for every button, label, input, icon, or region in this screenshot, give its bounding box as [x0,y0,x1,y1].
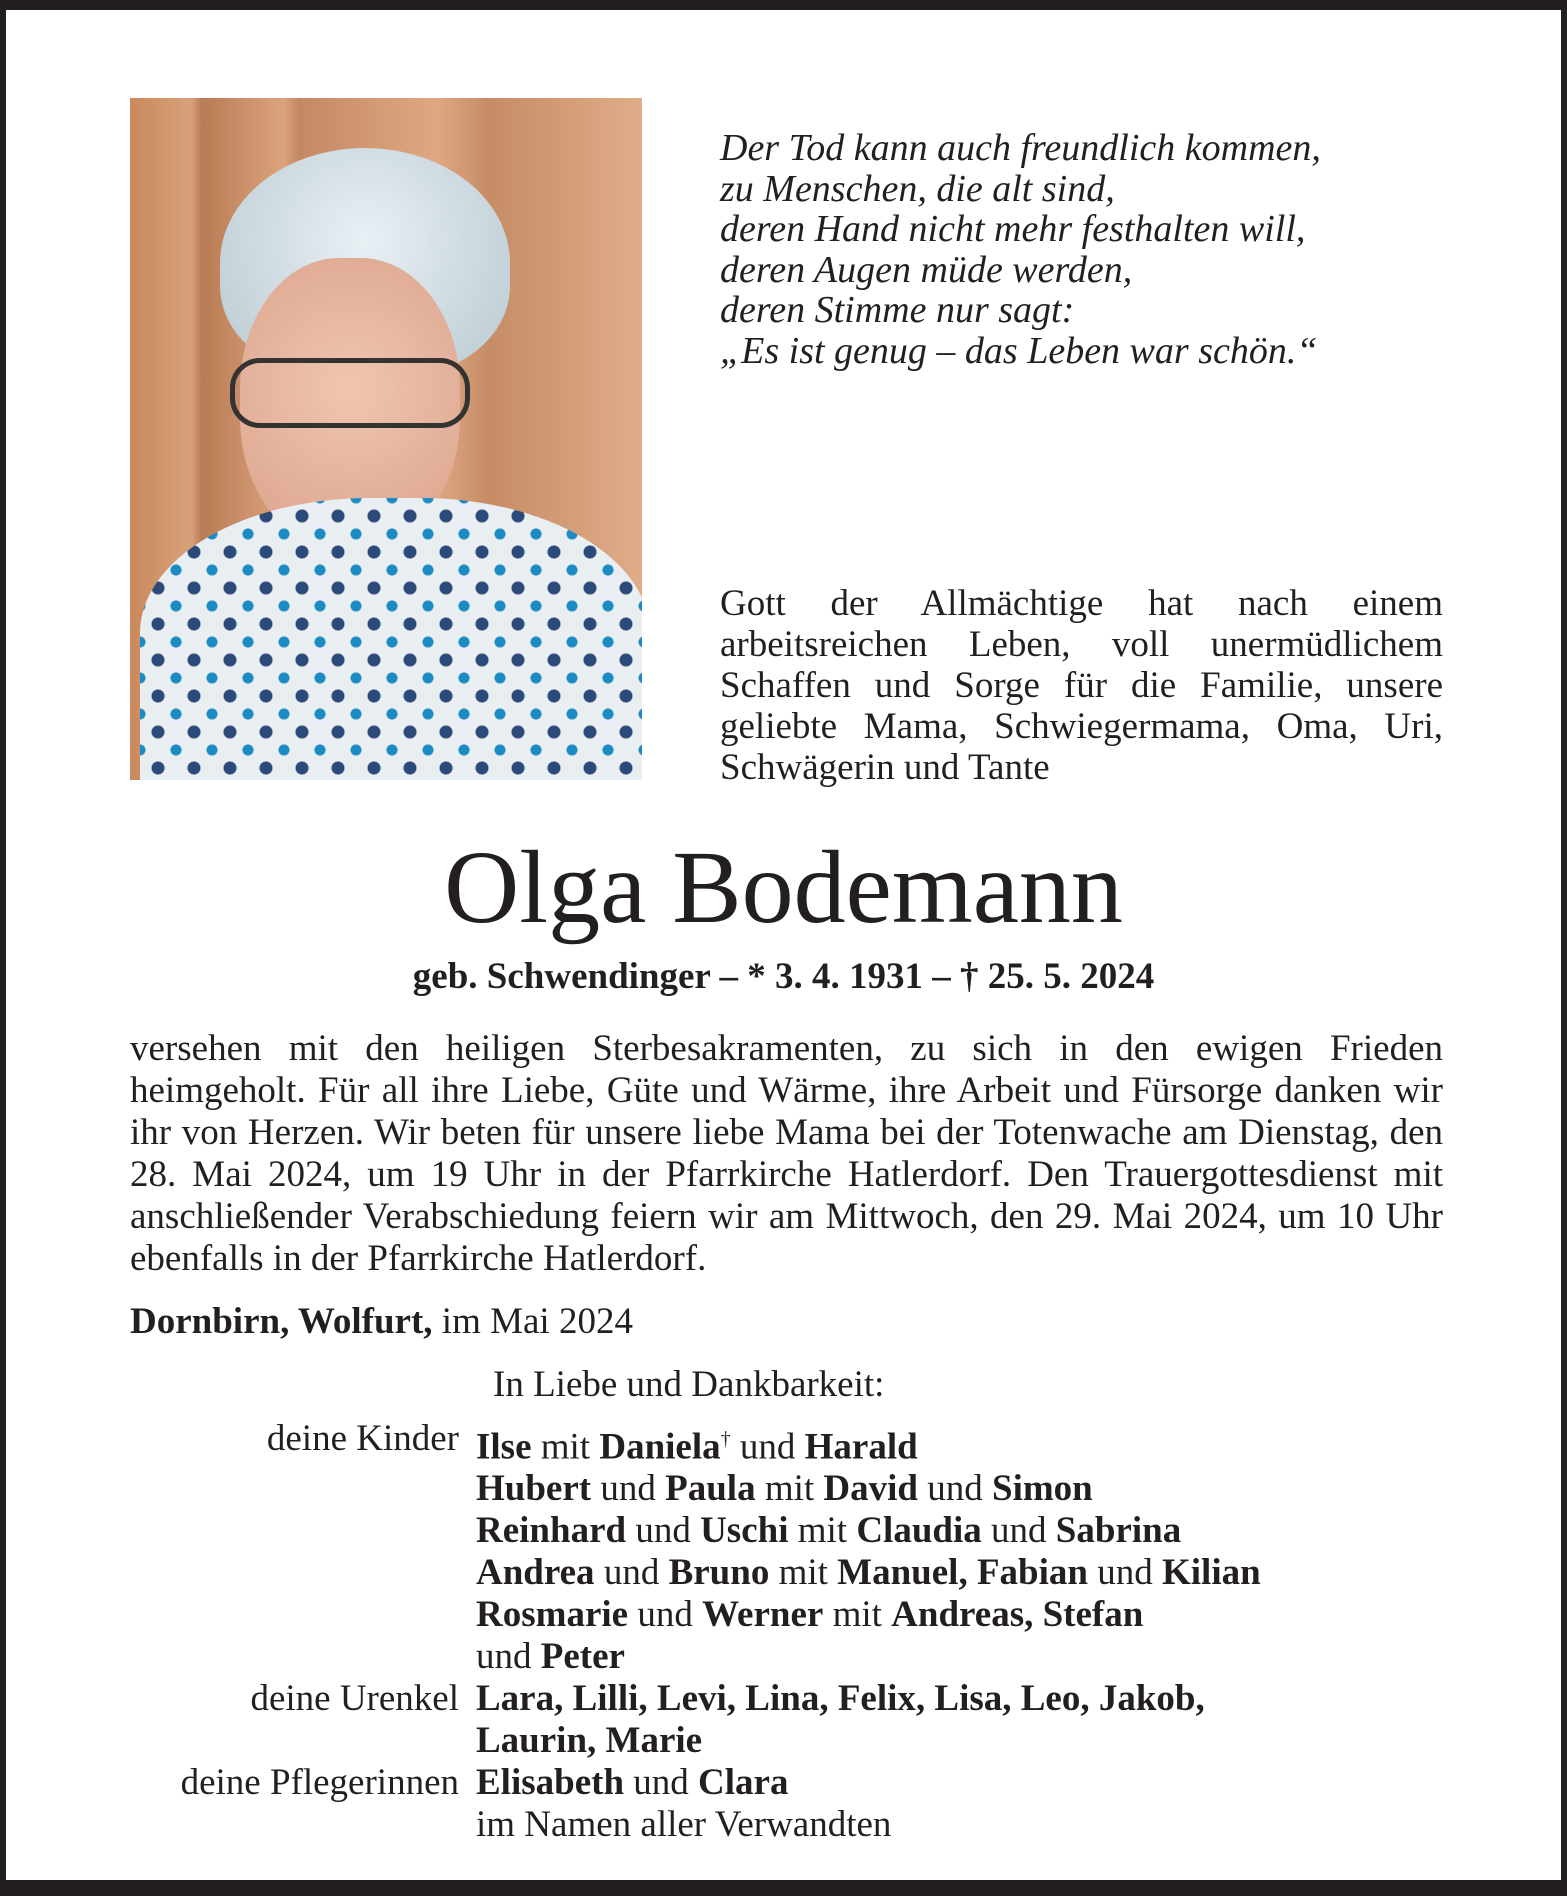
photo-shirt [140,498,642,780]
family-row [6,1510,1261,1552]
connector: und [1088,1552,1162,1594]
family-row [6,1762,1261,1804]
family-row [6,1804,1261,1846]
place-date [130,1300,633,1343]
name: Daniela [599,1426,721,1468]
urenkel-names: Laurin, Marie [476,1720,703,1762]
family-row [6,1468,1261,1510]
deceased-name: Olga Bodemann [444,830,1123,945]
connector: mit [769,1552,838,1594]
family-row [6,1552,1261,1594]
connector: und [981,1510,1056,1552]
name: Hubert [476,1468,592,1510]
name: Harald [804,1426,918,1468]
name: Andreas, Stefan [891,1594,1144,1636]
connector: und [476,1636,541,1678]
dagger-mark: † [720,1428,731,1450]
name: Clara [698,1762,789,1804]
name: Ilse [476,1426,532,1468]
closing-line: im Namen aller Verwandten [476,1804,892,1846]
name: Paula [665,1468,756,1510]
poem-quote: Der Tod kann auch freundlich kommen, zu Menschen, die alt sind, deren Hand nicht mehr festhalten will, deren Augen müde werden, deren Stimme nur sagt: „Es ist genug – das Leben war schön.“ [720,127,1321,372]
name: Simon [992,1468,1093,1510]
portrait-photo [130,98,642,780]
connector: und [628,1594,703,1636]
name: David [823,1468,918,1510]
connector: und [626,1510,701,1552]
connector: mit [788,1510,857,1552]
name: Andrea [476,1552,595,1594]
family-row [6,1678,1261,1720]
name: Rosmarie [476,1594,629,1636]
name: Manuel, Fabian [837,1552,1088,1594]
thanks-line: In Liebe und Dankbarkeit: [493,1364,885,1405]
connector: und [918,1468,992,1510]
month-year: im Mai 2024 [432,1301,633,1342]
pfleger-label: deine Pflegerinnen [180,1762,459,1804]
connector: mit [823,1594,892,1636]
name: Peter [540,1636,625,1678]
family-row [6,1594,1261,1636]
connector: und [594,1552,669,1594]
family-row [6,1636,1261,1678]
photo-glasses [230,358,470,428]
connector: mit [531,1426,600,1468]
name: Werner [702,1594,824,1636]
name: Elisabeth [476,1762,625,1804]
name: Kilian [1162,1552,1261,1594]
family-row [6,1720,1261,1762]
connector: mit [755,1468,824,1510]
connector: und [730,1426,805,1468]
name: Sabrina [1055,1510,1182,1552]
family-row [6,1418,1261,1468]
intro-text: Gott der Allmächtige hat nach einem arbeitsreichen Leben, voll unermüdlichem Schaffen und Sorge für die Familie, unsere geliebte Mama, Schwiegermama, Oma, Uri, Schwägerin und Tante [720,583,1443,788]
body-text: versehen mit den heiligen Sterbesakramenten, zu sich in den ewigen Frieden heimgeholt. Für all ihre Liebe, Güte und Wärme, ihre Arbeit und Fürsorge danken wir ihr von Herzen. Wir beten für unsere liebe Mama bei der Totenwache am Dienstag, den 28. Mai 2024, um 19 Uhr in der Pfarrkirche Hatlerdorf. Den Trauergottesdienst mit anschließender Verabschiedung feiern wir am Mittwoch, den 29. Mai 2024, um 10 Uhr ebenfalls in der Pfarrkirche Hatlerdorf. [130,1028,1443,1279]
name: Bruno [668,1552,770,1594]
name: Reinhard [476,1510,627,1552]
obituary-page [6,10,1561,1880]
connector: und [591,1468,666,1510]
urenkel-names: Lara, Lilli, Levi, Lina, Felix, Lisa, Leo, Jakob, [476,1678,1205,1720]
name: Uschi [700,1510,789,1552]
kinder-label: deine Kinder [266,1418,459,1459]
connector: und [624,1762,699,1804]
urenkel-label: deine Urenkel [250,1678,459,1720]
family-list [6,1418,1261,1846]
name: Claudia [856,1510,982,1552]
birth-death-dates: geb. Schwendinger – * 3. 4. 1931 – † 25. 5. 2024 [412,956,1155,997]
place-names: Dornbirn, Wolfurt, [130,1301,433,1342]
